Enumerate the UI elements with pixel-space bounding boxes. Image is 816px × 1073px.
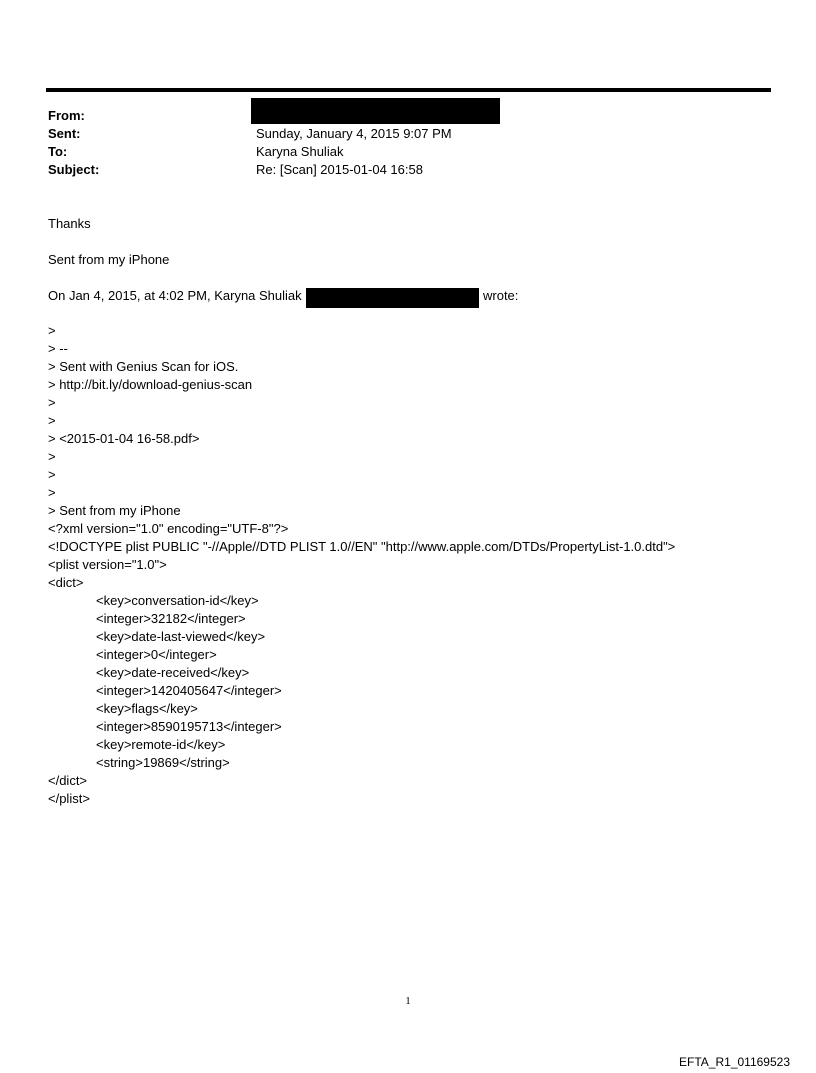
quoted-line: > http://bit.ly/download-genius-scan (48, 377, 253, 392)
xml-line: <plist version="1.0"> (48, 557, 167, 572)
xml-line: <integer>0</integer> (96, 647, 217, 662)
xml-line: </plist> (48, 791, 90, 806)
body-thanks: Thanks (48, 216, 91, 231)
xml-line: <string>19869</string> (96, 755, 230, 770)
quote-intro-before: On Jan 4, 2015, at 4:02 PM, Karyna Shuliak (48, 288, 302, 303)
subject-label: Subject: (48, 162, 100, 177)
body-signature: Sent from my iPhone (48, 252, 170, 267)
quote-intro-after: wrote: (483, 288, 519, 303)
to-value: Karyna Shuliak (256, 144, 344, 159)
page-number: 1 (405, 995, 411, 1007)
header-rule (46, 88, 771, 92)
from-label: From: (48, 108, 85, 123)
xml-line: <dict> (48, 575, 84, 590)
quoted-line: > (48, 485, 56, 500)
redaction-from (251, 98, 500, 124)
quoted-line: > (48, 323, 56, 338)
quoted-line: > Sent with Genius Scan for iOS. (48, 359, 239, 374)
xml-line: <key>date-received</key> (96, 665, 250, 680)
xml-line: <!DOCTYPE plist PUBLIC "-//Apple//DTD PLIST 1.0//EN" "http://www.apple.com/DTDs/PropertyList-1.0.dtd"> (48, 539, 676, 554)
sent-value: Sunday, January 4, 2015 9:07 PM (256, 126, 452, 141)
bates-number: EFTA_R1_01169523 (679, 1055, 790, 1069)
quoted-line: > (48, 395, 56, 410)
quoted-line: > (48, 449, 56, 464)
xml-line: <integer>8590195713</integer> (96, 719, 282, 734)
xml-line: <integer>1420405647</integer> (96, 683, 282, 698)
quoted-line: > Sent from my iPhone (48, 503, 181, 518)
xml-line: <key>flags</key> (96, 701, 198, 716)
quoted-line: > <2015-01-04 16-58.pdf> (48, 431, 200, 446)
quoted-line: > -- (48, 341, 68, 356)
xml-line: <key>date-last-viewed</key> (96, 629, 266, 644)
to-label: To: (48, 144, 68, 159)
quoted-line: > (48, 413, 56, 428)
sent-label: Sent: (48, 126, 81, 141)
redaction-email (306, 288, 479, 308)
xml-line: </dict> (48, 773, 88, 788)
quoted-line: > (48, 467, 56, 482)
xml-line: <?xml version="1.0" encoding="UTF-8"?> (48, 521, 289, 536)
xml-line: <integer>32182</integer> (96, 611, 246, 626)
subject-value: Re: [Scan] 2015-01-04 16:58 (256, 162, 423, 177)
xml-line: <key>remote-id</key> (96, 737, 226, 752)
xml-line: <key>conversation-id</key> (96, 593, 259, 608)
